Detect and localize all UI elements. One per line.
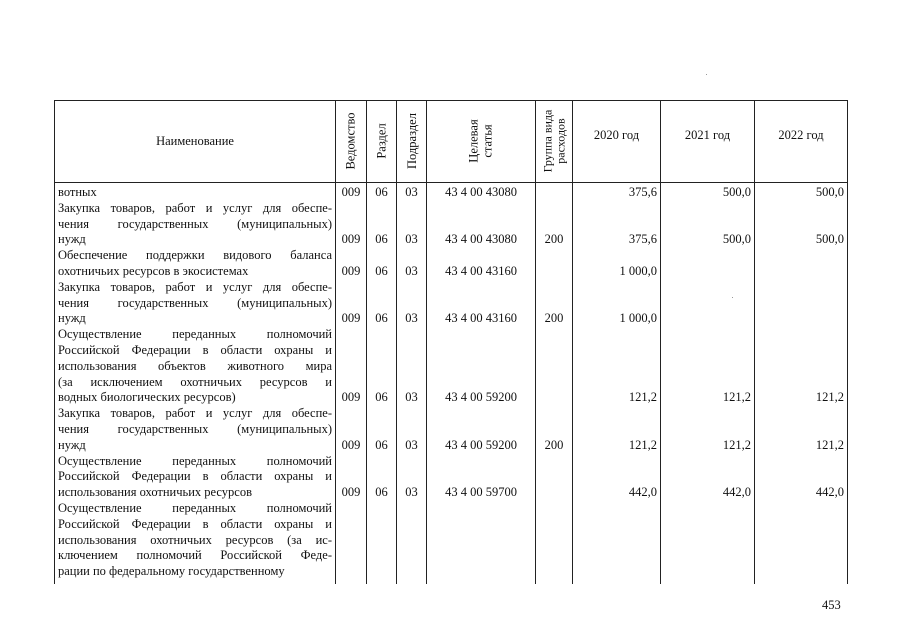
cell-name — [58, 327, 332, 406]
cell-ministry — [336, 564, 366, 580]
name-line: использования охотничьих ресурсов (за ис- — [58, 532, 332, 547]
name-line: Осуществление переданных полномочий — [58, 327, 332, 342]
cell-ministry: 009 — [341, 485, 361, 500]
cell-2022 — [755, 264, 844, 280]
name-line: Обеспечение поддержки видового баланса — [58, 248, 332, 263]
cell-2021: 121,2 — [722, 437, 751, 452]
name-line: использования объектов животного мира — [58, 358, 332, 373]
cell-section: 06 — [375, 390, 388, 405]
name-line: рации по федеральному государственному — [58, 564, 285, 579]
name-line: (за исключением охотничьих ресурсов и — [58, 374, 332, 389]
header-exp-group — [536, 100, 572, 182]
cell-exp-group — [536, 185, 572, 201]
header-exp-group-text — [541, 110, 567, 173]
cell-ministry: 009 — [341, 232, 361, 247]
name-line: Осуществление переданных полномочий — [58, 501, 332, 515]
header-exp-line1: Группа вида — [540, 109, 554, 173]
cell-2022: 121,2 — [815, 437, 844, 452]
name-line: Закупка товаров, работ и услуг для обеспе- — [58, 200, 332, 215]
name-line: нужд — [58, 311, 86, 326]
name-line: Закупка товаров, работ и услуг для обеспе- — [58, 279, 332, 294]
cell-2020: 442,0 — [628, 485, 657, 500]
header-2020-text: 2020 год — [593, 128, 640, 142]
header-section-text: Раздел — [374, 123, 389, 159]
header-2020 — [573, 100, 660, 182]
name-line: нужд — [58, 232, 86, 247]
cell-section: 06 — [375, 232, 388, 247]
name-line: Российской Федерации в области охраны и — [58, 469, 332, 484]
cell-section — [367, 564, 396, 580]
cell-exp-group — [536, 390, 572, 406]
header-target-text — [467, 119, 495, 162]
header-name — [55, 100, 335, 182]
cell-ministry: 009 — [341, 185, 361, 199]
cell-2020: 1 000,0 — [619, 264, 657, 278]
cell-section: 06 — [375, 437, 388, 452]
name-line: ключением полномочий Российской Феде- — [58, 548, 332, 563]
header-bottom-border — [54, 182, 847, 183]
cell-section: 06 — [375, 485, 388, 500]
cell-subsection: 03 — [405, 311, 418, 326]
scan-speck — [706, 74, 707, 75]
header-2022-text: 2022 год — [778, 128, 824, 142]
cell-exp-group: 200 — [544, 311, 564, 326]
cell-2020: 375,6 — [628, 232, 657, 247]
header-subsection-text: Подраздел — [404, 113, 419, 169]
cell-2021 — [661, 564, 751, 580]
cell-ministry: 009 — [341, 390, 361, 405]
cell-name — [58, 406, 332, 453]
cell-2021 — [661, 264, 751, 280]
name-line: использования охотничьих ресурсов — [58, 485, 252, 500]
cell-name — [58, 454, 332, 501]
cell-name — [58, 248, 332, 280]
cell-2022: 121,2 — [815, 390, 844, 405]
cell-name — [58, 501, 332, 580]
cell-subsection: 03 — [405, 185, 418, 199]
cell-section: 06 — [375, 311, 388, 326]
scan-speck — [732, 297, 733, 298]
cell-2022 — [755, 564, 844, 580]
cell-subsection: 03 — [405, 485, 418, 500]
header-name-text: Наименование — [156, 134, 234, 148]
cell-target: 43 4 00 59200 — [445, 437, 517, 452]
name-line: чения государственных (муниципальных) — [58, 295, 332, 310]
cell-2020: 375,6 — [628, 185, 657, 199]
cell-2021: 500,0 — [722, 185, 751, 199]
name-line: чения государственных (муниципальных) — [58, 421, 332, 436]
cell-subsection: 03 — [405, 437, 418, 452]
header-target-line2: статья — [481, 124, 495, 158]
page-number: 453 — [822, 598, 841, 612]
name-line: вотных — [58, 185, 97, 199]
cell-subsection: 03 — [405, 264, 418, 278]
cell-target: 43 4 00 59200 — [445, 390, 517, 405]
name-line: Закупка товаров, работ и услуг для обеспе- — [58, 406, 332, 421]
cell-2020: 121,2 — [628, 390, 657, 405]
cell-exp-group — [536, 485, 572, 501]
cell-subsection: 03 — [405, 390, 418, 405]
cell-exp-group — [536, 264, 572, 280]
cell-exp-group: 200 — [544, 437, 564, 452]
header-2022 — [755, 100, 847, 182]
name-line: водных биологических ресурсов) — [58, 390, 236, 405]
cell-2020: 1 000,0 — [619, 311, 657, 326]
cell-2022: 442,0 — [815, 485, 844, 500]
name-line: чения государственных (муниципальных) — [58, 216, 332, 231]
header-section — [367, 100, 396, 182]
cell-subsection: 03 — [405, 232, 418, 247]
cell-subsection — [397, 564, 426, 580]
header-target — [427, 100, 535, 182]
cell-ministry: 009 — [341, 311, 361, 326]
cell-2020 — [573, 564, 657, 580]
cell-ministry: 009 — [341, 437, 361, 452]
cell-2022 — [755, 311, 844, 327]
cell-exp-group — [536, 564, 572, 580]
name-line: Российской Федерации в области охраны и — [58, 342, 332, 357]
cell-2021: 500,0 — [722, 232, 751, 247]
header-2021 — [661, 100, 754, 182]
name-line: Российской Федерации в области охраны и — [58, 516, 332, 531]
cell-target: 43 4 00 43160 — [445, 264, 517, 278]
header-ministry — [336, 100, 366, 182]
col-border — [847, 100, 848, 584]
cell-target: 43 4 00 43160 — [445, 311, 517, 326]
cell-exp-group: 200 — [544, 232, 564, 247]
cell-target: 43 4 00 43080 — [445, 232, 517, 247]
cell-section: 06 — [375, 264, 388, 278]
cell-name — [58, 201, 332, 248]
cell-2021: 121,2 — [722, 390, 751, 405]
cell-section: 06 — [375, 185, 388, 199]
cell-2022: 500,0 — [815, 185, 844, 199]
cell-2021: 442,0 — [722, 485, 751, 500]
cell-target: 43 4 00 43080 — [445, 185, 517, 199]
name-line: Осуществление переданных полномочий — [58, 453, 332, 468]
cell-2021 — [661, 311, 751, 327]
cell-2020: 121,2 — [628, 437, 657, 452]
cell-target — [427, 564, 535, 580]
header-exp-line2: расходов — [553, 118, 567, 164]
cell-ministry: 009 — [341, 264, 361, 278]
name-line: нужд — [58, 437, 86, 452]
header-2021-text: 2021 год — [684, 128, 731, 142]
header-ministry-text: Ведомство — [344, 112, 358, 170]
cell-name — [58, 185, 332, 201]
cell-name — [58, 280, 332, 327]
cell-2022: 500,0 — [815, 232, 844, 247]
header-target-line1: Целевая — [467, 119, 481, 163]
cell-target: 43 4 00 59700 — [445, 485, 517, 500]
header-subsection — [397, 100, 426, 182]
name-line: охотничьих ресурсов в экосистемах — [58, 263, 249, 278]
